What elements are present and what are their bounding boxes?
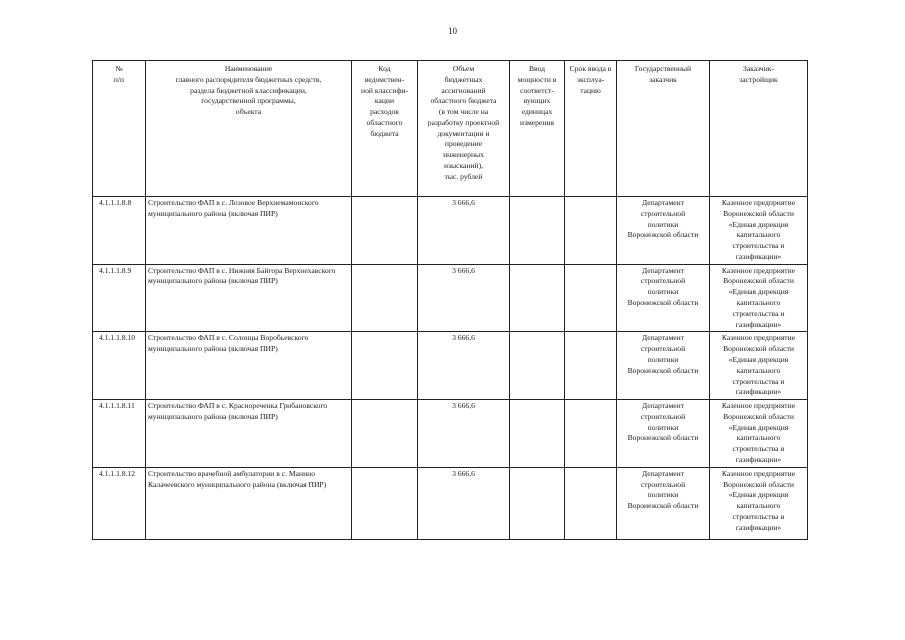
header-deadline: Срок ввода в эксплуа- тацию xyxy=(565,61,617,197)
row-volume: 3 666,6 xyxy=(418,400,510,468)
row-object-name: Строительство ФАП в с. Краснореченка Грибановского муниципального района (включая ПИР) xyxy=(146,400,352,468)
row-capacity xyxy=(510,400,565,468)
header-volume: Объем бюджетных ассигнований областного бюджета (в том числе на разработку проектной документации и проведение инженерных изысканий), тыс. рублей xyxy=(418,61,510,197)
row-capacity xyxy=(510,197,565,265)
row-developer: Казенное предприятие Воронежской области «Единая дирекция капитального строительства и газификации» xyxy=(710,467,808,539)
construction-objects-table xyxy=(92,60,808,540)
row-code xyxy=(352,197,418,265)
row-developer: Казенное предприятие Воронежской области «Единая дирекция капитального строительства и газификации» xyxy=(710,197,808,265)
row-code xyxy=(352,467,418,539)
row-customer: Департамент строительной политики Воронежской области xyxy=(617,400,710,468)
row-deadline xyxy=(565,197,617,265)
row-code xyxy=(352,400,418,468)
header-capacity: Ввод мощности в соответст- вующих единицах измерения xyxy=(510,61,565,197)
header-code: Код ведомствен- ной классифи- кации расходов областного бюджета xyxy=(352,61,418,197)
row-deadline xyxy=(565,264,617,332)
table-row xyxy=(93,467,808,539)
row-deadline xyxy=(565,400,617,468)
row-volume: 3 666,6 xyxy=(418,467,510,539)
table-row xyxy=(93,332,808,400)
table-header-row xyxy=(93,61,808,197)
table-row xyxy=(93,197,808,265)
row-num: 4.1.1.1.8.8 xyxy=(93,197,146,265)
header-num: № п/п xyxy=(93,61,146,197)
row-code xyxy=(352,332,418,400)
row-developer: Казенное предприятие Воронежской области «Единая дирекция капитального строительства и газификации» xyxy=(710,400,808,468)
row-num: 4.1.1.1.8.11 xyxy=(93,400,146,468)
header-customer: Государственный заказчик xyxy=(617,61,710,197)
row-volume: 3 666,6 xyxy=(418,332,510,400)
row-volume: 3 666,6 xyxy=(418,197,510,265)
page-number: 10 xyxy=(448,26,457,36)
row-object-name: Строительство ФАП в с. Нижняя Байгора Верхнехавского муниципального района (включая ПИР) xyxy=(146,264,352,332)
row-deadline xyxy=(565,467,617,539)
row-num: 4.1.1.1.8.9 xyxy=(93,264,146,332)
row-capacity xyxy=(510,332,565,400)
row-deadline xyxy=(565,332,617,400)
row-num: 4.1.1.1.8.10 xyxy=(93,332,146,400)
table-row xyxy=(93,400,808,468)
header-developer: Заказчик- застройщик xyxy=(710,61,808,197)
row-object-name: Строительство ФАП в с. Солонцы Воробьевского муниципального района (включая ПИР) xyxy=(146,332,352,400)
row-customer: Департамент строительной политики Воронежской области xyxy=(617,197,710,265)
header-name: Наименование главного распорядителя бюджетных средств, раздела бюджетной классификации, государственной программы, объекта xyxy=(146,61,352,197)
row-object-name: Строительство врачебной амбулатории в с. Манино Калачеевского муниципального района (включая ПИР) xyxy=(146,467,352,539)
row-customer: Департамент строительной политики Воронежской области xyxy=(617,332,710,400)
row-capacity xyxy=(510,467,565,539)
row-developer: Казенное предприятие Воронежской области «Единая дирекция капитального строительства и газификации» xyxy=(710,264,808,332)
row-code xyxy=(352,264,418,332)
row-developer: Казенное предприятие Воронежской области «Единая дирекция капитального строительства и газификации» xyxy=(710,332,808,400)
row-volume: 3 666,6 xyxy=(418,264,510,332)
row-customer: Департамент строительной политики Воронежской области xyxy=(617,264,710,332)
table-row xyxy=(93,264,808,332)
row-num: 4.1.1.1.8.12 xyxy=(93,467,146,539)
row-customer: Департамент строительной политики Воронежской области xyxy=(617,467,710,539)
row-capacity xyxy=(510,264,565,332)
row-object-name: Строительство ФАП в с. Лозовое Верхнемамонского муниципального района (включая ПИР) xyxy=(146,197,352,265)
